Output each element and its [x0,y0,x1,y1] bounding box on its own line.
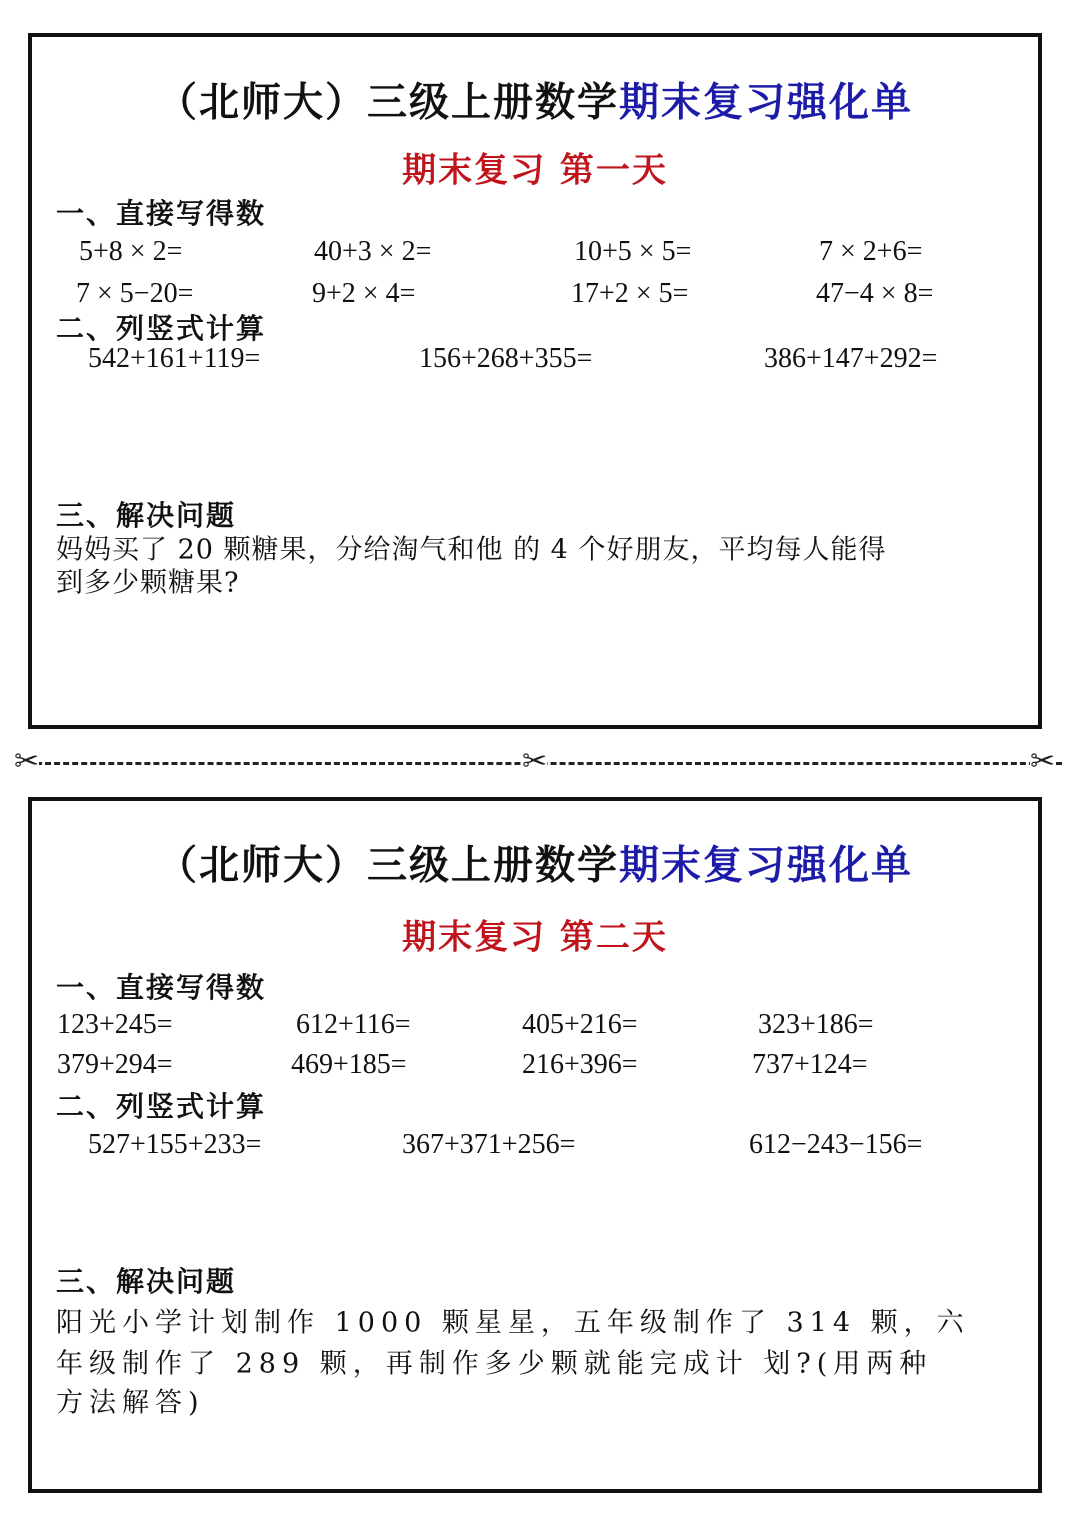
math-problem: 469+185= [291,1049,407,1080]
math-problem: 323+186= [758,1009,874,1040]
math-problem: 216+396= [522,1049,638,1080]
worksheet-title [32,71,1038,128]
scissors-icon: ✂ [1030,744,1056,779]
title-text: （北师大）三级上册数学 [157,841,619,889]
math-problem: 405+216= [522,1009,638,1040]
worksheet-day-1 [28,33,1042,729]
math-problem: 17+2 × 5= [571,278,689,309]
day-subtitle: 期末复习 第一天 [402,150,668,191]
math-problem: 5+8 × 2= [79,236,183,267]
section-heading: 一、直接写得数 [56,971,267,1004]
title-highlight: 期末复习强化单 [619,78,913,126]
vertical-calc-problem: 156+268+355= [419,343,593,374]
math-problem: 9+2 × 4= [312,278,416,309]
math-problem: 47−4 × 8= [816,278,934,309]
scissors-icon: ✂ [522,744,548,779]
word-problem-line: 年级制作了 289 颗，再制作多少颗就能完成计 划?(用两种 [56,1348,933,1380]
math-problem: 7 × 5−20= [76,278,194,309]
math-problem: 123+245= [57,1009,173,1040]
title-text: （北师大）三级上册数学 [157,78,619,126]
title-highlight: 期末复习强化单 [619,841,913,889]
section-heading: 一、直接写得数 [56,197,267,230]
section-heading: 三、解决问题 [56,499,237,532]
word-problem-line: 方法解答) [56,1387,205,1419]
worksheet-day-2 [28,797,1042,1493]
math-problem: 10+5 × 5= [574,236,692,267]
word-problem-line: 阳光小学计划制作 1000 颗星星，五年级制作了 314 颗，六 [56,1307,970,1339]
math-problem: 7 × 2+6= [819,236,923,267]
vertical-calc-problem: 367+371+256= [402,1129,576,1160]
vertical-calc-problem: 542+161+119= [88,343,261,374]
math-problem: 737+124= [752,1049,868,1080]
vertical-calc-problem: 527+155+233= [88,1129,262,1160]
scissors-icon: ✂ [14,744,40,779]
vertical-calc-problem: 386+147+292= [764,343,938,374]
section-heading: 二、列竖式计算 [56,312,267,345]
math-problem: 379+294= [57,1049,173,1080]
section-heading: 三、解决问题 [56,1265,237,1298]
word-problem-line: 妈妈买了 20 颗糖果，分给淘气和他 的 4 个好朋友，平均每人能得 [56,534,887,566]
worksheet-title [32,834,1038,891]
word-problem-line: 到多少颗糖果? [56,567,240,599]
math-problem: 612+116= [296,1009,411,1040]
vertical-calc-problem: 612−243−156= [749,1129,923,1160]
math-problem: 40+3 × 2= [314,236,432,267]
section-heading: 二、列竖式计算 [56,1090,267,1123]
day-subtitle: 期末复习 第二天 [402,917,668,958]
